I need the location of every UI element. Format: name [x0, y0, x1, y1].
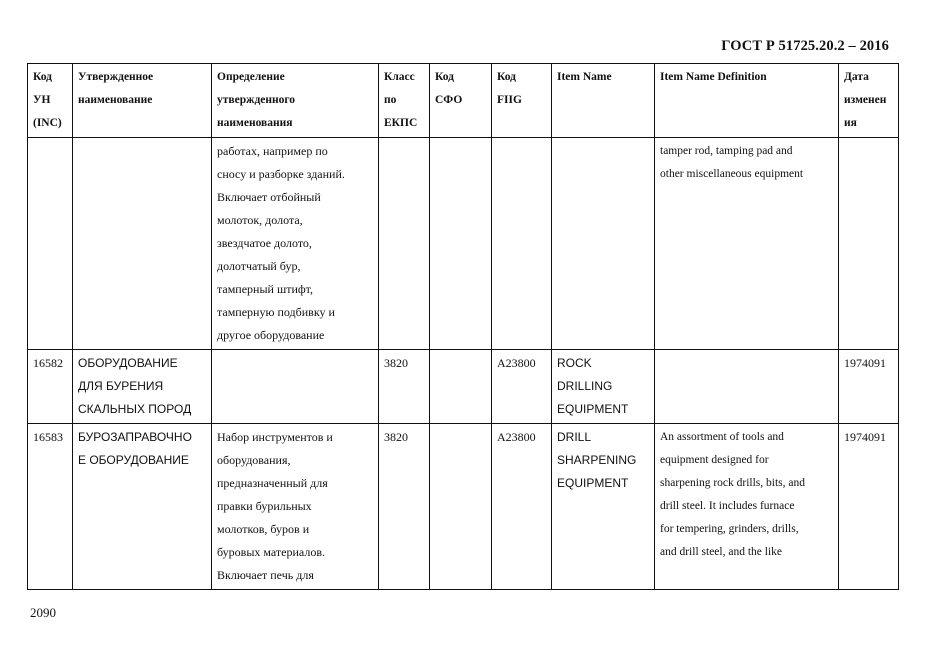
header-line: по	[384, 94, 397, 106]
page-number: 2090	[30, 605, 56, 620]
cell-line: 3820	[384, 356, 408, 370]
table-header-row	[28, 64, 899, 138]
cell-date-changed	[839, 350, 899, 424]
cell-line: tamper rod, tamping pad and	[660, 145, 793, 157]
header-class-ekps	[379, 64, 430, 138]
cell-line: Е ОБОРУДОВАНИЕ	[78, 453, 189, 467]
header-line: СФО	[435, 94, 463, 106]
header-approved-name	[73, 64, 212, 138]
cell-line: молоток, долота,	[217, 213, 303, 227]
cell-definition	[212, 138, 379, 350]
cell-line: 3820	[384, 430, 408, 444]
cell-line: 16582	[33, 356, 63, 370]
cell-line: equipment designed for	[660, 454, 769, 466]
cell-line: drill steel. It includes furnace	[660, 500, 795, 512]
cell-line: оборудования,	[217, 453, 291, 467]
header-code-fiig	[492, 64, 552, 138]
header-line: (INC)	[33, 117, 62, 129]
cell-line: DRILLING	[557, 379, 613, 393]
cell-line: A23800	[497, 430, 536, 444]
header-line: Класс	[384, 71, 415, 83]
header-item-name	[552, 64, 655, 138]
table-row	[28, 424, 899, 590]
cell-line: сносу и разборке зданий.	[217, 167, 345, 181]
cell-class-ekps	[379, 138, 430, 350]
cell-item-name	[552, 424, 655, 590]
cell-line: SHARPENING	[557, 453, 637, 467]
cell-line: Набор инструментов и	[217, 430, 333, 444]
cell-line: работах, например по	[217, 144, 328, 158]
header-line: изменен	[844, 94, 887, 106]
cell-code-fiig	[492, 424, 552, 590]
cell-line: ОБОРУДОВАНИЕ	[78, 356, 178, 370]
cell-line: Включает отбойный	[217, 190, 321, 204]
cell-line: sharpening rock drills, bits, and	[660, 477, 806, 489]
cell-line: Включает печь для	[217, 568, 314, 582]
table-row	[28, 138, 899, 350]
header-line: наименования	[217, 117, 293, 129]
header-line: Дата	[844, 71, 869, 83]
cell-line: ROCK	[557, 356, 592, 370]
cell-line: правки бурильных	[217, 499, 312, 513]
cell-date-changed	[839, 138, 899, 350]
cell-line: DRILL	[557, 430, 592, 444]
cell-line: звездчатое долото,	[217, 236, 312, 250]
header-line: Утвержденное	[78, 71, 154, 83]
cell-code-un	[28, 424, 73, 590]
cell-line: буровых материалов.	[217, 545, 325, 559]
cell-line: and drill steel, and the like	[660, 546, 782, 558]
cell-approved-name	[73, 138, 212, 350]
header-line: ия	[844, 117, 857, 129]
cell-approved-name	[73, 424, 212, 590]
cell-class-ekps	[379, 350, 430, 424]
cell-code-sfo	[430, 138, 492, 350]
cell-item-name	[552, 138, 655, 350]
cell-date-changed	[839, 424, 899, 590]
cell-line: 1974091	[844, 356, 886, 370]
cell-line: EQUIPMENT	[557, 476, 629, 490]
header-line: ЕКПС	[384, 117, 418, 129]
document-header: ГОСТ Р 51725.20.2 – 2016	[721, 38, 889, 54]
header-date-changed	[839, 64, 899, 138]
cell-line: An assortment of tools and	[660, 431, 784, 443]
cell-line: EQUIPMENT	[557, 402, 629, 416]
cell-code-fiig	[492, 350, 552, 424]
cell-item-name	[552, 350, 655, 424]
cell-line: другое оборудование	[217, 328, 325, 342]
cell-line: тамперный штифт,	[217, 282, 313, 296]
cell-code-sfo	[430, 424, 492, 590]
header-line: Item Name	[557, 71, 612, 83]
header-line: Item Name Definition	[660, 71, 767, 83]
cell-item-name-definition	[655, 424, 839, 590]
cell-line: ДЛЯ БУРЕНИЯ	[78, 379, 164, 393]
cell-line: предназначенный для	[217, 476, 328, 490]
header-definition	[212, 64, 379, 138]
cell-line: долотчатый бур,	[217, 259, 301, 273]
header-line: Определение	[217, 71, 285, 83]
cell-line: молотков, буров и	[217, 522, 310, 536]
header-line: утвержденного	[217, 94, 296, 106]
cell-code-sfo	[430, 350, 492, 424]
classification-table	[27, 63, 899, 590]
header-line: УН	[33, 94, 51, 106]
cell-line: 16583	[33, 430, 63, 444]
cell-line: СКАЛЬНЫХ ПОРОД	[78, 402, 192, 416]
header-code-sfo	[430, 64, 492, 138]
cell-line: тамперную подбивку и	[217, 305, 335, 319]
header-line: FIIG	[497, 94, 522, 106]
header-item-name-definition	[655, 64, 839, 138]
cell-item-name-definition	[655, 138, 839, 350]
cell-item-name-definition	[655, 350, 839, 424]
header-line: Код	[497, 71, 517, 83]
cell-line: БУРОЗАПРАВОЧНО	[78, 430, 192, 444]
cell-approved-name	[73, 350, 212, 424]
header-line: наименование	[78, 94, 153, 106]
cell-code-un	[28, 138, 73, 350]
header-line: Код	[435, 71, 455, 83]
cell-line: A23800	[497, 356, 536, 370]
table-row	[28, 350, 899, 424]
cell-line: 1974091	[844, 430, 886, 444]
cell-code-un	[28, 350, 73, 424]
cell-line: other miscellaneous equipment	[660, 168, 804, 180]
cell-definition	[212, 350, 379, 424]
cell-definition	[212, 424, 379, 590]
cell-class-ekps	[379, 424, 430, 590]
header-code-un	[28, 64, 73, 138]
cell-line: for tempering, grinders, drills,	[660, 523, 799, 535]
header-line: Код	[33, 71, 53, 83]
cell-code-fiig	[492, 138, 552, 350]
